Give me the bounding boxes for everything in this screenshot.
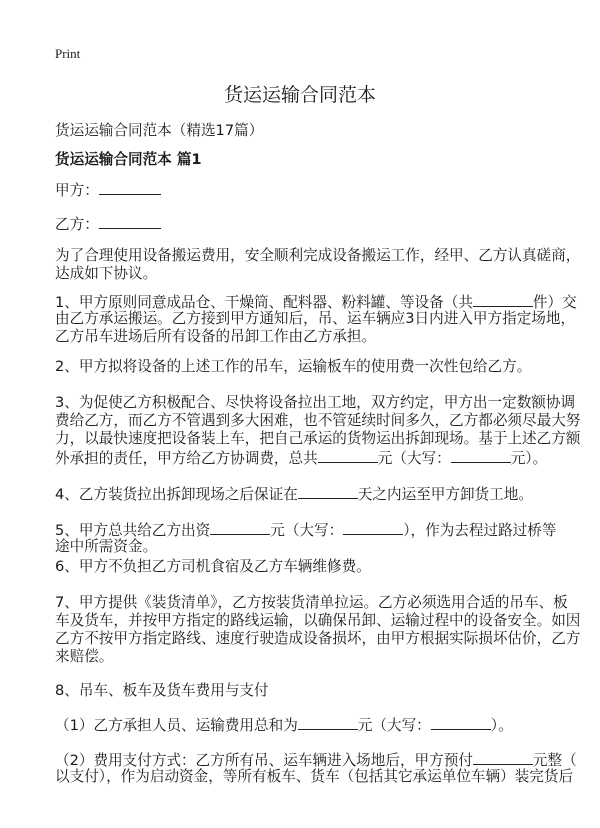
clause-text: （2）费用支付方式：乙方所有吊、运车辆进入场地后，甲方预付 xyxy=(55,752,473,769)
clause-4 xyxy=(55,484,533,504)
clause-7-line: 来赔偿。 xyxy=(55,648,114,665)
clause-5-line: 途中所需资金。 xyxy=(55,538,158,555)
clause-text: 元（大写： xyxy=(377,450,451,467)
section-heading: 货运运输合同范本 篇1 xyxy=(55,151,202,168)
clause-text: 元（大写： xyxy=(270,522,344,539)
blank xyxy=(473,292,533,307)
clause-text: 天之内运至甲方卸货工地。 xyxy=(357,486,533,503)
party-b-line xyxy=(55,214,161,234)
clause-text: 5、甲方总共给乙方出资 xyxy=(55,522,211,539)
blank xyxy=(343,520,403,535)
blank xyxy=(473,750,533,765)
clause-8-2 xyxy=(55,750,577,770)
intro-line: 达成如下协议。 xyxy=(55,265,158,282)
clause-7-line: 7、甲方提供《装货清单》，乙方按装货清单拉运。乙方必须选用合适的吊车、板 xyxy=(55,594,568,611)
intro-line: 为了合理使用设备搬运费用，安全顺利完成设备搬运工作，经甲、乙方认真磋商， xyxy=(55,247,581,264)
blank xyxy=(318,448,378,463)
clause-1 xyxy=(55,292,577,312)
clause-text: 元整（ xyxy=(532,752,577,769)
clause-text: 外承担的责任，甲方给乙方协调费，总共 xyxy=(55,450,318,467)
clause-text: 元）。 xyxy=(510,450,548,467)
party-b-label: 乙方： xyxy=(55,216,99,233)
clause-8: 8、吊车、板车及货车费用与支付 xyxy=(55,682,269,699)
clause-8-2-line: 以支付），作为启动资金，等所有板车、货车（包括其它承运单位车辆）装完货后 xyxy=(55,768,574,785)
party-a-blank xyxy=(99,180,161,195)
party-b-blank xyxy=(99,214,161,229)
clause-6: 6、甲方不负担乙方司机食宿及乙方车辆维修费。 xyxy=(55,558,371,575)
clause-7-line: 乙方不按甲方指定路线、速度行驶造成设备损坏，由甲方根据实际损坏估价，乙方 xyxy=(55,630,581,647)
blank xyxy=(431,715,491,730)
document-subtitle: 货运运输合同范本（精选17篇） xyxy=(55,122,264,139)
clause-1-line: 由乙方承运搬运。乙方接到甲方通知后，吊、运车辆应3日内进入甲方指定场地， xyxy=(55,310,576,327)
clause-text: ）。 xyxy=(490,717,513,734)
clause-text: 件）交 xyxy=(532,294,577,311)
clause-text: ），作为去程过路过桥等 xyxy=(403,522,557,539)
clause-7-line: 车及货车，并按甲方指定的路线运输，以确保吊卸、运输过程中的设备安全。如因 xyxy=(55,612,581,629)
clause-2: 2、甲方拟将设备的上述工作的吊车，运输板车的使用费一次性包给乙方。 xyxy=(55,358,532,375)
blank xyxy=(298,484,358,499)
blank xyxy=(451,448,511,463)
clause-text: 1、甲方原则同意成品仓、干燥筒、配料器、粉料罐、等设备（共 xyxy=(55,294,473,311)
clause-1-line: 乙方吊车进场后所有设备的吊卸工作由乙方承担。 xyxy=(55,328,377,345)
clause-text: 元（大写： xyxy=(357,717,431,734)
clause-3-line: 力，以最快速度把设备装上车，把自己承运的货物运出拆卸现场。基于上述乙方额 xyxy=(55,430,581,447)
clause-3-line xyxy=(55,448,547,468)
clause-5 xyxy=(55,520,556,540)
clause-3-line: 3、为促使乙方积极配合、尽快将设备拉出工地，双方约定，甲方出一定数额协调 xyxy=(55,394,576,411)
clause-3-line: 费给乙方，而乙方不管遇到多大困难，也不管延续时间多久，乙方都必须尽最大努 xyxy=(55,412,581,429)
print-link[interactable]: Print xyxy=(55,46,81,61)
party-a-label: 甲方： xyxy=(55,182,99,199)
clause-8-1 xyxy=(55,715,513,735)
blank xyxy=(210,520,270,535)
clause-text: 4、乙方装货拉出拆卸现场之后保证在 xyxy=(55,486,298,503)
clause-text: （1）乙方承担人员、运输费用总和为 xyxy=(55,717,298,734)
page-title: 货运运输合同范本 xyxy=(223,84,376,106)
party-a-line xyxy=(55,180,161,200)
blank xyxy=(298,715,358,730)
